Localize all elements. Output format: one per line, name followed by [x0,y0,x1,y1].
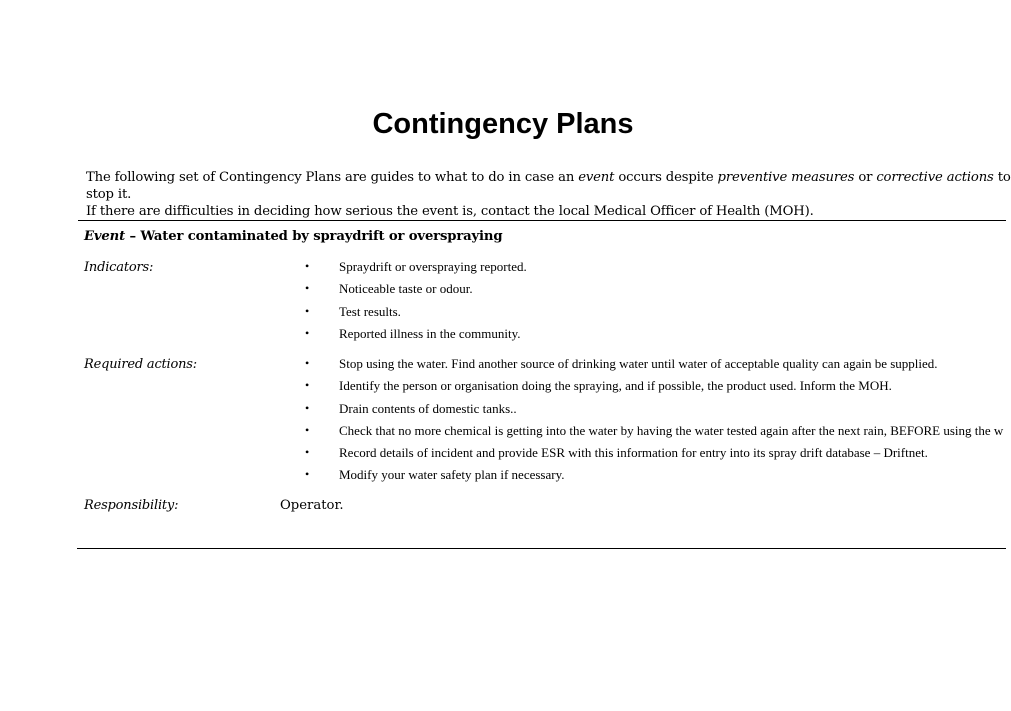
intro-text [86,169,1011,220]
list-item [305,444,1003,466]
bullet-icon: • [305,422,310,437]
list-item-text: Modify your water safety plan if necessary. [339,467,565,483]
indicators-list [305,258,527,347]
intro-line-3: If there are difficulties in deciding how serious the event is, contact the local Medical Officer of Health (MOH). [86,204,814,219]
responsibility-value: Operator. [280,498,344,513]
event-prefix: Event [84,229,126,244]
list-item-text: Noticeable taste or odour. [339,281,473,297]
list-item [305,355,1003,377]
list-item [305,303,527,325]
list-item [305,280,527,302]
intro-line-2: stop it. [86,187,132,202]
list-item [305,377,1003,399]
event-title: – Water contaminated by spraydrift or overspraying [125,229,503,244]
intro-text-segment: or [854,170,877,185]
intro-emphasis-preventive: preventive measures [717,170,855,185]
list-item [305,400,1003,422]
list-item-text: Reported illness in the community. [339,325,521,341]
bullet-icon: • [305,400,310,415]
indicators-label: Indicators: [84,260,154,275]
list-item-text: Check that no more chemical is getting into the water by having the water tested again after the next rain, BEFORE using the w [339,422,1004,438]
section-divider-top [78,220,1006,221]
bullet-icon: • [305,445,310,460]
page-title: Contingency Plans [372,108,634,140]
bullet-icon: • [305,259,310,273]
required-actions-list [305,355,1003,489]
intro-text-segment: The following set of Contingency Plans are guides to what to do in case an [86,170,579,185]
list-item-text: Spraydrift or overspraying reported. [339,259,527,274]
list-item-text: Test results. [339,303,401,319]
list-item [305,258,527,280]
bullet-icon: • [305,467,310,482]
bullet-icon: • [305,378,310,393]
list-item [305,422,1003,444]
bullet-icon: • [305,356,310,370]
event-heading [84,228,502,245]
intro-text-segment: occurs despite [614,170,718,185]
intro-text-segment: to [993,170,1011,185]
section-divider-bottom [77,548,1006,549]
list-item-text: Drain contents of domestic tanks.. [339,400,517,416]
intro-emphasis-corrective: corrective actions [876,170,994,185]
intro-emphasis-event: event [578,170,615,185]
required-actions-label: Required actions: [84,357,197,372]
list-item [305,325,527,347]
bullet-icon: • [305,325,310,340]
list-item [305,466,1003,488]
list-item-text: Stop using the water. Find another source of drinking water until water of acceptable quality can again be supplied. [339,356,938,371]
list-item-text: Identify the person or organisation doing the spraying, and if possible, the product used. Inform the MOH. [339,378,892,394]
responsibility-label: Responsibility: [84,498,179,513]
bullet-icon: • [305,303,310,318]
intro-line-1 [86,169,1011,186]
bullet-icon: • [305,281,310,296]
list-item-text: Record details of incident and provide ESR with this information for entry into its spray drift database – Driftnet. [339,445,928,461]
